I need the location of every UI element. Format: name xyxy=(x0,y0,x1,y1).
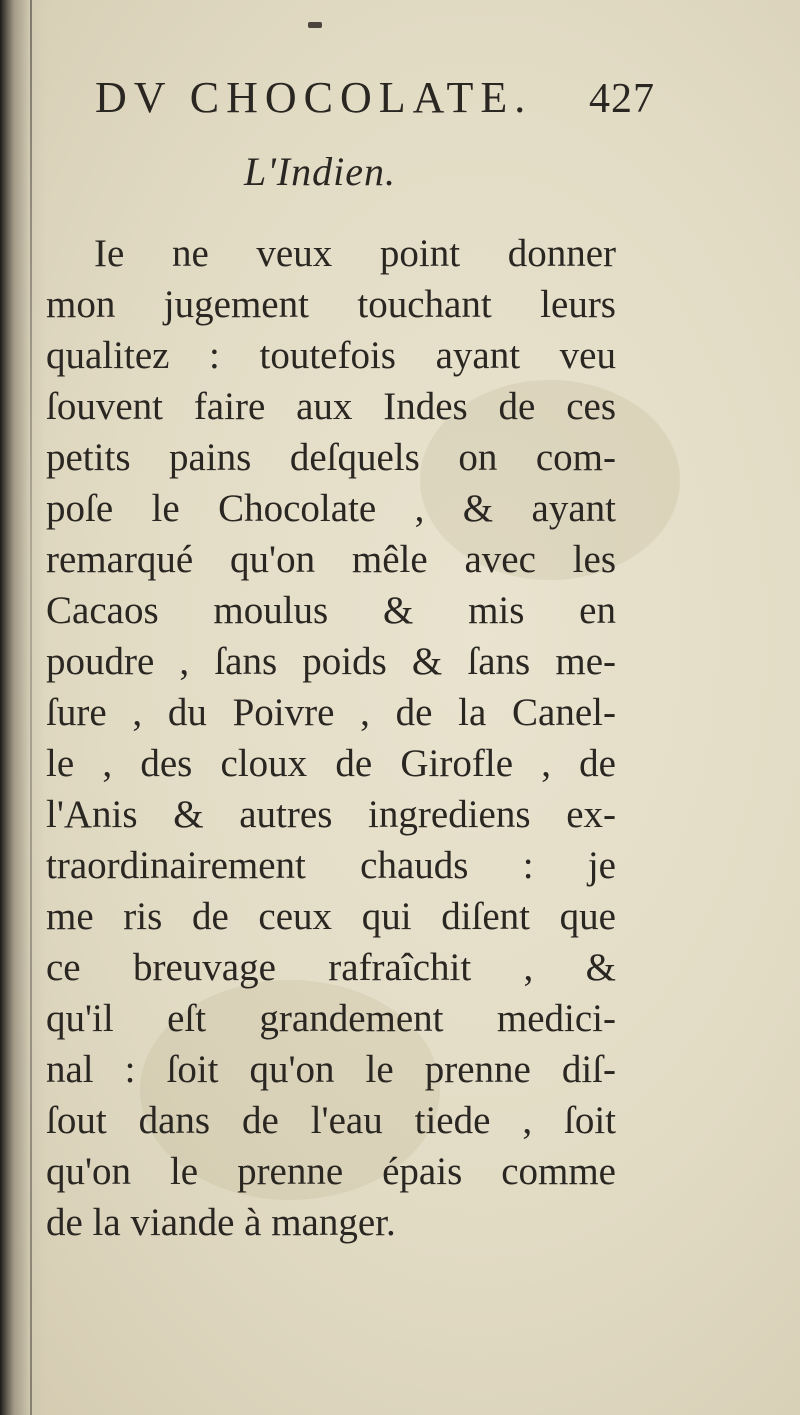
text-line: qualitez : toutefois ayant veu xyxy=(46,334,616,377)
binding-gutter xyxy=(0,0,46,1415)
text-line: remarqué qu'on mêle avec les xyxy=(46,538,616,581)
running-head xyxy=(95,72,655,142)
text-line: Ie ne veux point donner xyxy=(94,232,616,275)
text-line: l'Anis & autres ingrediens ex- xyxy=(46,793,616,836)
text-line: me ris de ceux qui diſent que xyxy=(46,895,616,938)
page-number: 427 xyxy=(589,76,655,122)
section-title: L'Indien. xyxy=(244,149,396,194)
text-line: ſure , du Poivre , de la Canel- xyxy=(46,691,616,734)
text-line: ſout dans de l'eau tiede , ſoit xyxy=(46,1099,616,1142)
text-line: le , des cloux de Girofle , de xyxy=(46,742,616,785)
text-line: nal : ſoit qu'on le prenne diſ- xyxy=(46,1048,616,1091)
text-line: qu'il eſt grandement medici- xyxy=(46,997,616,1040)
binding-crease xyxy=(30,0,32,1415)
text-line: traordinairement chauds : je xyxy=(46,844,616,887)
text-line: ſouvent faire aux Indes de ces xyxy=(46,385,616,428)
text-line: mon jugement touchant leurs xyxy=(46,283,616,326)
text-line: Cacaos moulus & mis en xyxy=(46,589,616,632)
text-line: poudre , ſans poids & ſans me- xyxy=(46,640,616,683)
text-line: de la viande à manger. xyxy=(46,1201,396,1244)
text-line: ce breuvage rafraîchit , & xyxy=(46,946,616,989)
body-paragraph xyxy=(46,228,616,1248)
running-head-title: DV CHOCOLATE. xyxy=(95,73,533,122)
ink-mark xyxy=(308,22,322,28)
text-line: qu'on le prenne épais comme xyxy=(46,1150,616,1193)
text-line: petits pains deſquels on com- xyxy=(46,436,616,479)
text-line: poſe le Chocolate , & ayant xyxy=(46,487,616,530)
